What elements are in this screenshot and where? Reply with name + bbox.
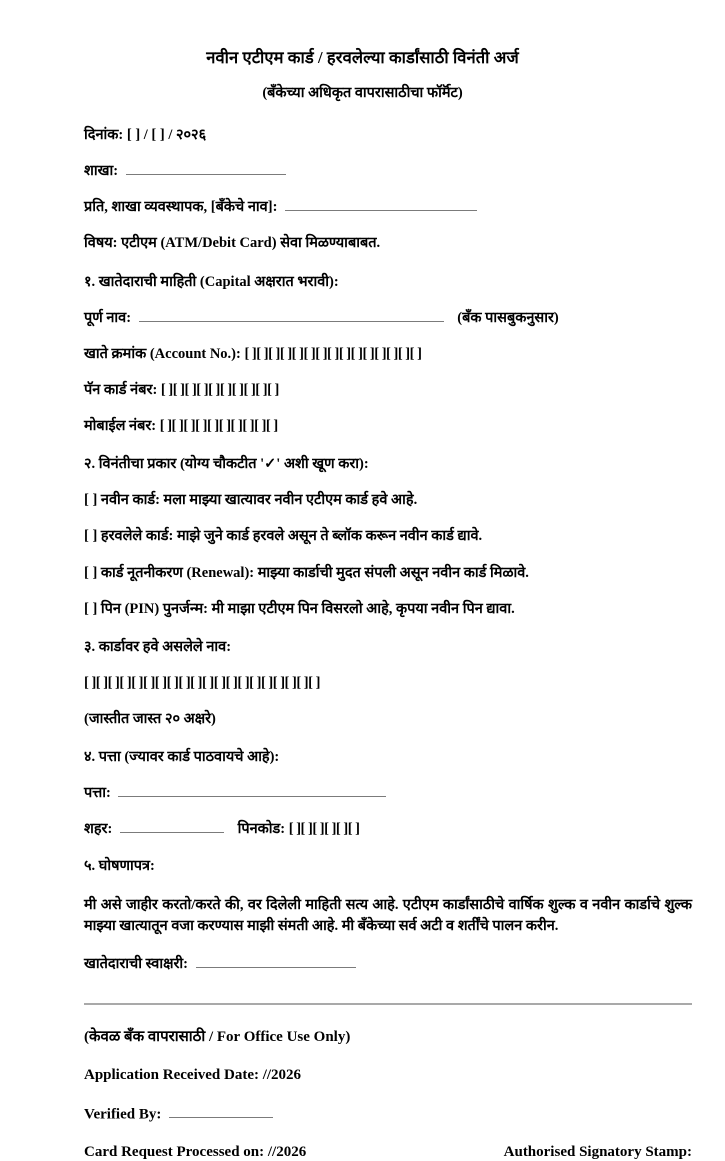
pan-number-label: पॅन कार्ड नंबर:: [84, 381, 158, 398]
to-manager-row: [84, 198, 692, 217]
signature-row: [84, 955, 692, 974]
address-row: [84, 784, 692, 803]
section5-heading: ५. घोषणापत्र:: [84, 857, 155, 874]
request-option-pin-reissue[interactable]: [ ] पिन (PIN) पुनर्जन्म: मी माझा एटीएम पिन विसरलो आहे, कृपया नवीन पिन द्यावा.: [84, 600, 515, 617]
request-option-lost-card[interactable]: [ ] हरवलेले कार्ड: माझे जुने कार्ड हरवले असून ते ब्लॉक करून नवीन कार्ड द्यावे.: [84, 528, 483, 545]
mobile-number-label: मोबाईल नंबर:: [84, 418, 157, 434]
bank-name-input-blank[interactable]: [285, 198, 477, 211]
pincode-label: पिनकोड:: [237, 821, 286, 838]
section1-heading: १. खातेदाराची माहिती (Capital अक्षरात भरावी):: [84, 273, 339, 290]
to-manager-label: प्रति, शाखा व्यवस्थापक, [बँकेचे नाव]:: [84, 199, 278, 216]
verified-by-input-blank[interactable]: [169, 1105, 273, 1118]
mobile-number-boxes[interactable]: [ ][ ][ ][ ][ ][ ][ ][ ][ ][ ]: [159, 418, 278, 434]
pan-number-row: [84, 381, 692, 400]
request-option-new-card[interactable]: [ ] नवीन कार्ड: मला माझ्या खात्यावर नवीन एटीएम कार्ड हवे आहे.: [84, 492, 418, 509]
request-option-renewal[interactable]: [ ] कार्ड नूतनीकरण (Renewal): माझ्या कार्डाची मुदत संपली असून नवीन कार्ड मिळावे.: [84, 564, 529, 581]
card-name-row: [84, 674, 692, 693]
account-number-boxes[interactable]: [ ][ ][ ][ ][ ][ ][ ][ ][ ][ ][ ][ ][ ][ ][ ]: [244, 345, 422, 362]
fullname-row: [84, 309, 692, 328]
subject-text: एटीएम (ATM/Debit Card) सेवा मिळण्याबाबत.: [121, 235, 381, 252]
account-number-row: [84, 345, 692, 364]
page-title: नवीन एटीएम कार्ड / हरवलेल्या कार्डांसाठी विनंती अर्ज: [206, 48, 519, 67]
declaration-text: मी असे जाहीर करतो/करते की, वर दिलेली माहिती सत्य आहे. एटीएम कार्डांसाठीचे वार्षिक शुल्क व नवीन कार्डाचे शुल्क माझ्या खात्यातून वजा करण्यास माझी संमती आहे. मी बँकेच्या सर्व अटी व शर्तींचे पालन करीन.: [84, 896, 692, 935]
office-use-heading: (केवळ बँक वापरासाठी / For Office Use Only): [84, 1028, 351, 1045]
signature-input-blank[interactable]: [196, 955, 356, 968]
account-number-label: खाते क्रमांक (Account No.):: [84, 345, 241, 362]
section2-heading: २. विनंतीचा प्रकार (योग्य चौकटीत '✓' अशी खूण करा):: [84, 456, 369, 473]
date-label: दिनांक:: [84, 127, 124, 143]
pincode-boxes[interactable]: [ ][ ][ ][ ][ ][ ]: [288, 821, 360, 838]
date-value[interactable]: [ ] / [ ] / २०२६: [126, 127, 207, 143]
card-request-processed-on[interactable]: Card Request Processed on: //2026: [84, 1143, 307, 1160]
authorised-signatory-stamp-label: Authorised Signatory Stamp:: [503, 1143, 692, 1160]
branch-input-blank[interactable]: [126, 162, 286, 175]
mobile-number-row: [84, 417, 692, 436]
card-name-boxes[interactable]: [ ][ ][ ][ ][ ][ ][ ][ ][ ][ ][ ][ ][ ][ ][ ][ ][ ][ ][ ][ ]: [84, 674, 320, 691]
signature-label: खातेदाराची स्वाक्षरी:: [84, 955, 188, 972]
card-name-note: (जास्तीत जास्त २० अक्षरे): [84, 711, 216, 727]
verified-by-row: [84, 1105, 692, 1123]
application-received-date[interactable]: Application Received Date: //2026: [84, 1066, 302, 1083]
address-label: पत्ता:: [84, 785, 111, 802]
branch-row: [84, 162, 692, 181]
date-row: [84, 126, 692, 145]
subject-label: विषय:: [84, 235, 118, 252]
pan-number-boxes[interactable]: [ ][ ][ ][ ][ ][ ][ ][ ][ ][ ]: [160, 381, 279, 398]
office-use-divider: [84, 1003, 692, 1005]
section3-heading: ३. कार्डावर हवे असलेले नाव:: [84, 638, 232, 655]
fullname-label: पूर्ण नाव:: [84, 309, 132, 326]
page-subtitle: (बँकेच्या अधिकृत वापरासाठीचा फॉर्मॅट): [262, 85, 463, 101]
address-input-blank[interactable]: [118, 784, 386, 797]
subject-row: [84, 234, 692, 253]
branch-label: शाखा:: [84, 163, 119, 180]
verified-by-label: Verified By:: [84, 1105, 162, 1122]
city-input-blank[interactable]: [120, 821, 224, 834]
fullname-note: (बँक पासबुकनुसार): [457, 309, 559, 326]
fullname-input-blank[interactable]: [139, 309, 444, 322]
processed-stamp-row: [84, 1144, 692, 1161]
city-pincode-row: [84, 820, 692, 839]
section4-heading: ४. पत्ता (ज्यावर कार्ड पाठवायचे आहे):: [84, 749, 280, 766]
city-label: शहर:: [84, 821, 113, 838]
